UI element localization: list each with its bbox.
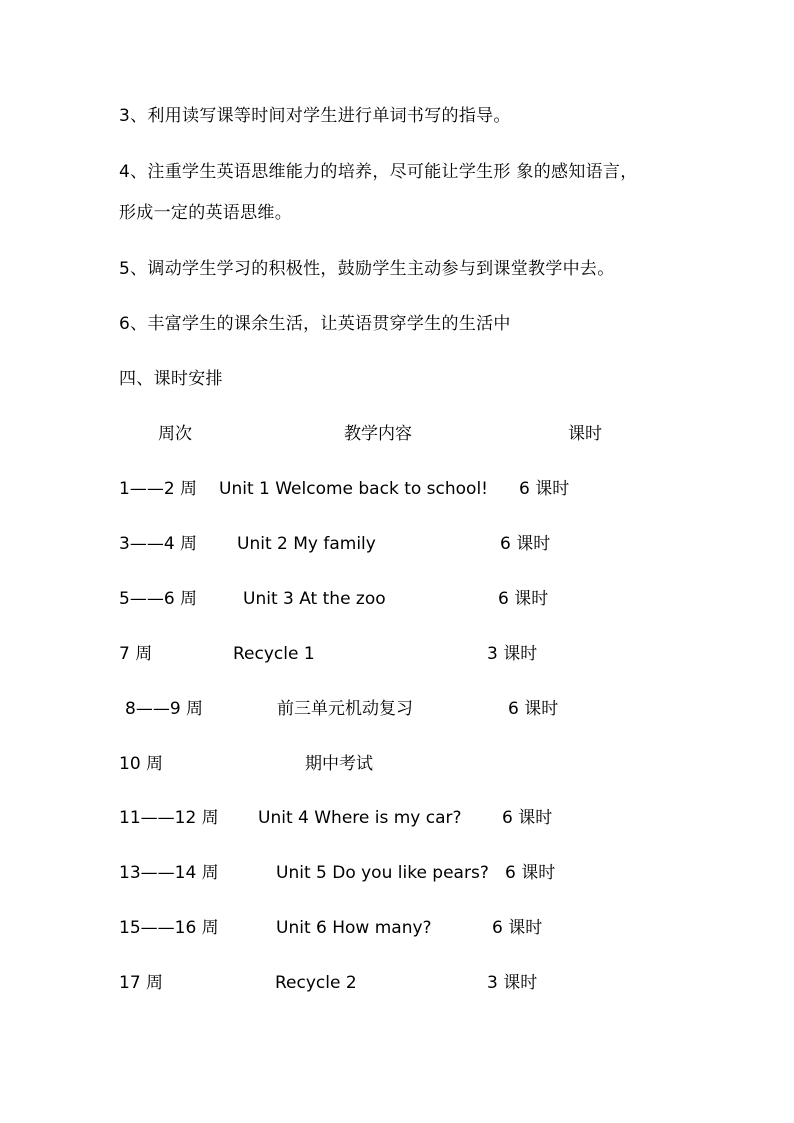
schedule-row bbox=[0, 916, 794, 940]
schedule-row bbox=[0, 861, 794, 885]
row-week: 5——6 周 bbox=[119, 589, 198, 609]
row-week: 8——9 周 bbox=[125, 699, 204, 719]
row-content: Unit 3 At the zoo bbox=[243, 589, 386, 609]
row-week: 13——14 周 bbox=[119, 863, 219, 883]
row-hours: 6 课时 bbox=[498, 589, 549, 609]
row-week: 17 周 bbox=[119, 973, 164, 993]
schedule-row bbox=[0, 752, 794, 776]
row-content: Unit 2 My family bbox=[237, 534, 376, 554]
paragraph-6: 6、丰富学生的课余生活，让英语贯穿学生的生活中 bbox=[119, 314, 511, 334]
schedule-row bbox=[0, 477, 794, 501]
row-hours: 6 课时 bbox=[500, 534, 551, 554]
header-hours: 课时 bbox=[568, 424, 602, 444]
schedule-row bbox=[0, 971, 794, 995]
row-hours: 6 课时 bbox=[519, 479, 570, 499]
paragraph-4: 4、注重学生英语思维能力的培养，尽可能让学生形 象的感知语言， bbox=[119, 162, 638, 182]
paragraph-5: 5、调动学生学习的积极性，鼓励学生主动参与到课堂教学中去。 bbox=[119, 259, 615, 279]
schedule-row bbox=[0, 697, 794, 721]
row-content: Unit 5 Do you like pears? bbox=[276, 863, 489, 883]
row-content: 期中考试 bbox=[305, 754, 373, 774]
row-hours: 6 课时 bbox=[508, 699, 559, 719]
row-content: Unit 1 Welcome back to school! bbox=[219, 479, 488, 499]
row-hours: 6 课时 bbox=[505, 863, 556, 883]
paragraph-3: 3、利用读写课等时间对学生进行单词书写的指导。 bbox=[119, 106, 511, 126]
paragraph-4-continued: 形成一定的英语思维。 bbox=[119, 203, 292, 223]
row-content: Unit 4 Where is my car? bbox=[258, 808, 462, 828]
header-week: 周次 bbox=[158, 424, 192, 444]
row-content: Unit 6 How many? bbox=[276, 918, 432, 938]
schedule-row bbox=[0, 587, 794, 611]
schedule-row bbox=[0, 532, 794, 556]
row-week: 11——12 周 bbox=[119, 808, 219, 828]
row-hours: 6 课时 bbox=[502, 808, 553, 828]
row-week: 10 周 bbox=[119, 754, 164, 774]
row-content: 前三单元机动复习 bbox=[277, 699, 413, 719]
row-content: Recycle 1 bbox=[233, 644, 315, 664]
row-hours: 6 课时 bbox=[492, 918, 543, 938]
schedule-row bbox=[0, 806, 794, 830]
schedule-header-row bbox=[0, 422, 794, 446]
schedule-row bbox=[0, 642, 794, 666]
row-week: 7 周 bbox=[119, 644, 153, 664]
row-content: Recycle 2 bbox=[275, 973, 357, 993]
row-hours: 3 课时 bbox=[487, 973, 538, 993]
row-week: 3——4 周 bbox=[119, 534, 198, 554]
header-content: 教学内容 bbox=[344, 424, 412, 444]
section-heading: 四、课时安排 bbox=[119, 369, 223, 389]
row-hours: 3 课时 bbox=[487, 644, 538, 664]
row-week: 15——16 周 bbox=[119, 918, 219, 938]
row-week: 1——2 周 bbox=[119, 479, 198, 499]
